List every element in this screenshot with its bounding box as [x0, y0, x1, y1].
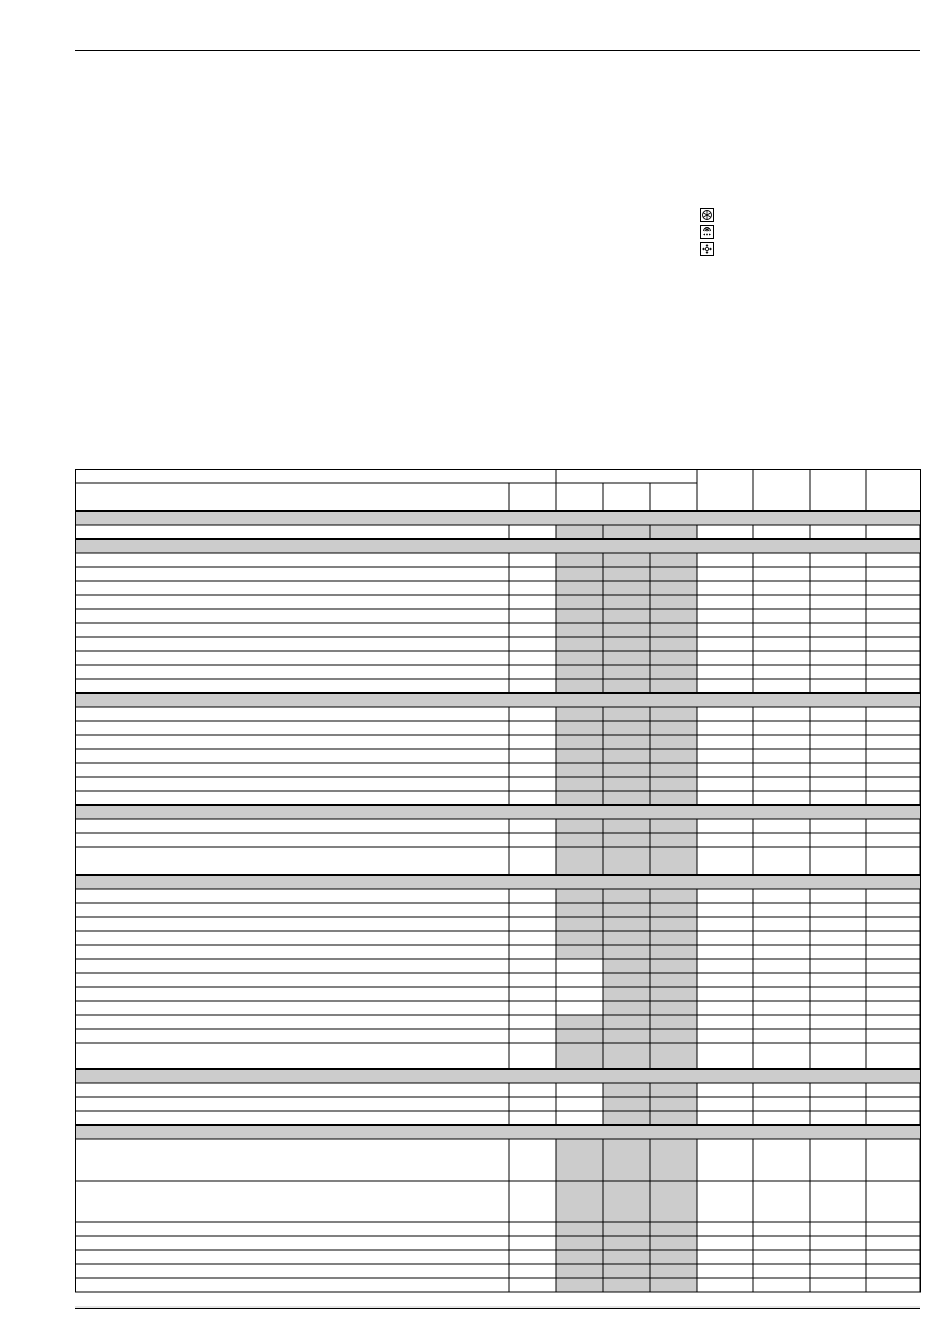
- shaded-cell: [603, 777, 650, 791]
- shaded-cell: [556, 609, 603, 623]
- shaded-cell: [556, 637, 603, 651]
- shaded-cell: [556, 1264, 603, 1278]
- shaded-cell: [556, 721, 603, 735]
- shaded-cell: [556, 819, 603, 833]
- shaded-cell: [650, 553, 697, 567]
- shaded-cell: [650, 959, 697, 973]
- shaded-cell: [603, 1278, 650, 1292]
- shaded-cell: [650, 679, 697, 693]
- shaded-cell: [556, 791, 603, 805]
- shaded-cell: [603, 1001, 650, 1015]
- shaded-cell: [603, 917, 650, 931]
- shaded-cell: [556, 917, 603, 931]
- shaded-cell: [650, 623, 697, 637]
- section-header-bar: [75, 805, 921, 819]
- shaded-cell: [603, 903, 650, 917]
- section-header-bar: [75, 875, 921, 889]
- shaded-cell: [556, 945, 603, 959]
- shaded-cell: [650, 847, 697, 875]
- shaded-cell: [603, 735, 650, 749]
- shaded-cell: [650, 637, 697, 651]
- shaded-cell: [603, 847, 650, 875]
- shaded-cell: [650, 525, 697, 539]
- shaded-cell: [650, 917, 697, 931]
- shaded-cell: [603, 945, 650, 959]
- feature-table: [75, 469, 921, 1298]
- shaded-cell: [603, 1236, 650, 1250]
- shaded-cell: [650, 1264, 697, 1278]
- shaded-cell: [603, 1264, 650, 1278]
- shaded-cell: [603, 1015, 650, 1029]
- shaded-cell: [650, 707, 697, 721]
- snowflake-arrows-icon: [700, 225, 714, 239]
- shaded-cell: [650, 1001, 697, 1015]
- shaded-cell: [556, 553, 603, 567]
- shaded-cell: [556, 763, 603, 777]
- shaded-cell: [650, 581, 697, 595]
- snowflake-gear-icon: [700, 208, 714, 222]
- section-header-bar: [75, 693, 921, 707]
- shaded-cell: [603, 609, 650, 623]
- header-rule: [75, 50, 920, 51]
- shaded-cell: [556, 903, 603, 917]
- shaded-cell: [650, 749, 697, 763]
- shaded-cell: [556, 525, 603, 539]
- shaded-cell: [650, 1139, 697, 1181]
- shaded-cell: [556, 1250, 603, 1264]
- shaded-cell: [650, 931, 697, 945]
- shaded-cell: [603, 623, 650, 637]
- shaded-cell: [650, 833, 697, 847]
- shaded-cell: [603, 931, 650, 945]
- shaded-cell: [603, 553, 650, 567]
- shaded-cell: [650, 819, 697, 833]
- shaded-cell: [556, 707, 603, 721]
- section-header-bar: [75, 511, 921, 525]
- shaded-cell: [603, 665, 650, 679]
- shaded-cell: [556, 1278, 603, 1292]
- shaded-cell: [603, 637, 650, 651]
- shaded-cell: [650, 889, 697, 903]
- shaded-cell: [603, 567, 650, 581]
- section-header-bar: [75, 539, 921, 553]
- shaded-cell: [603, 1139, 650, 1181]
- shaded-cell: [556, 651, 603, 665]
- shaded-cell: [650, 973, 697, 987]
- section-header-bar: [75, 1069, 921, 1083]
- shaded-cell: [603, 1222, 650, 1236]
- shaded-cell: [650, 1043, 697, 1069]
- shaded-cell: [650, 1015, 697, 1029]
- shaded-cell: [556, 1015, 603, 1029]
- shaded-cell: [556, 1181, 603, 1222]
- shaded-cell: [650, 1222, 697, 1236]
- shaded-cell: [603, 581, 650, 595]
- shaded-cell: [556, 665, 603, 679]
- shaded-cell: [603, 721, 650, 735]
- section-header-bar: [75, 1125, 921, 1139]
- shaded-cell: [650, 1083, 697, 1097]
- shaded-cell: [603, 819, 650, 833]
- shaded-cell: [650, 595, 697, 609]
- move-cross-icon: [700, 242, 714, 256]
- shaded-cell: [650, 987, 697, 1001]
- shaded-cell: [650, 777, 697, 791]
- shaded-cell: [556, 1222, 603, 1236]
- shaded-cell: [603, 889, 650, 903]
- shaded-cell: [650, 1111, 697, 1125]
- shaded-cell: [603, 749, 650, 763]
- shaded-cell: [650, 1250, 697, 1264]
- shaded-cell: [603, 833, 650, 847]
- footer-rule: [75, 1308, 920, 1309]
- shaded-cell: [603, 1043, 650, 1069]
- shaded-cell: [556, 623, 603, 637]
- shaded-cell: [603, 1181, 650, 1222]
- shaded-cell: [556, 1236, 603, 1250]
- shaded-cell: [603, 959, 650, 973]
- shaded-cell: [556, 595, 603, 609]
- shaded-cell: [556, 567, 603, 581]
- shaded-cell: [603, 987, 650, 1001]
- shaded-cell: [650, 763, 697, 777]
- shaded-cell: [556, 931, 603, 945]
- shaded-cell: [650, 1029, 697, 1043]
- shaded-cell: [603, 595, 650, 609]
- shaded-cell: [650, 945, 697, 959]
- shaded-cell: [603, 1111, 650, 1125]
- shaded-cell: [650, 567, 697, 581]
- shaded-cell: [650, 1181, 697, 1222]
- shaded-cell: [603, 679, 650, 693]
- shaded-cell: [650, 1097, 697, 1111]
- shaded-cell: [556, 581, 603, 595]
- shaded-cell: [556, 847, 603, 875]
- shaded-cell: [556, 777, 603, 791]
- shaded-cell: [650, 735, 697, 749]
- shaded-cell: [603, 763, 650, 777]
- shaded-cell: [603, 1029, 650, 1043]
- shaded-cell: [650, 665, 697, 679]
- shaded-cell: [556, 735, 603, 749]
- shaded-cell: [650, 1236, 697, 1250]
- shaded-cell: [650, 721, 697, 735]
- shaded-cell: [650, 1278, 697, 1292]
- shaded-cell: [556, 679, 603, 693]
- feature-table-grid: [75, 469, 921, 1298]
- shaded-cell: [650, 903, 697, 917]
- shaded-cell: [556, 889, 603, 903]
- shaded-cell: [556, 1139, 603, 1181]
- shaded-cell: [556, 1043, 603, 1069]
- shaded-cell: [556, 1029, 603, 1043]
- shaded-cell: [603, 707, 650, 721]
- shaded-cell: [556, 833, 603, 847]
- shaded-cell: [556, 749, 603, 763]
- shaded-cell: [603, 651, 650, 665]
- legend-icons: [700, 208, 716, 259]
- shaded-cell: [603, 1250, 650, 1264]
- shaded-cell: [603, 973, 650, 987]
- shaded-cell: [603, 525, 650, 539]
- shaded-cell: [650, 651, 697, 665]
- shaded-cell: [650, 609, 697, 623]
- shaded-cell: [603, 1097, 650, 1111]
- shaded-cell: [603, 1083, 650, 1097]
- shaded-cell: [650, 791, 697, 805]
- shaded-cell: [603, 791, 650, 805]
